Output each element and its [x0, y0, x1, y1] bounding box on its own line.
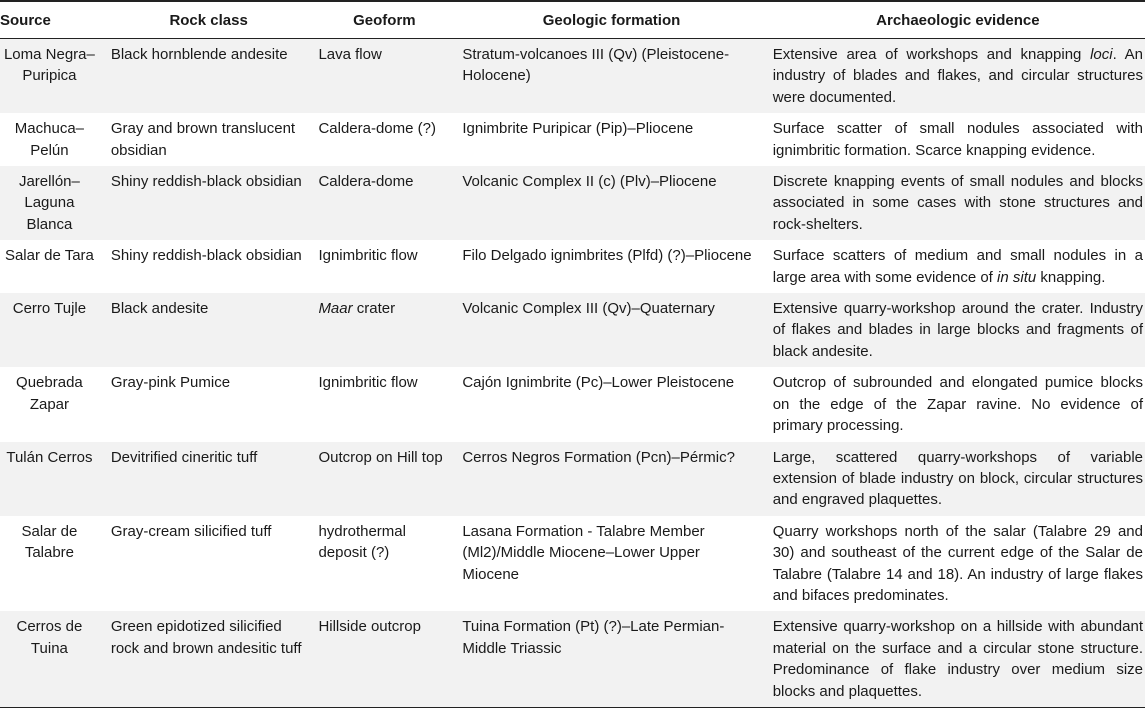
cell-geoform	[312, 240, 456, 293]
geoform-text: hydrothermal deposit (?)	[318, 522, 406, 562]
evidence-text: Surface scatter of small nodules associated with ignimbritic formation. Scarce knapping evidence.	[772, 120, 1143, 159]
cell-source: Salar de Talabre	[0, 516, 105, 612]
cell-archaeologic-evidence	[767, 611, 1145, 707]
cell-source: Cerro Tujle	[0, 293, 105, 367]
geoform-text: Caldera-dome (?)	[318, 120, 436, 138]
table-row	[0, 516, 1145, 612]
evidence-text: Outcrop of subrounded and elongated pumice blocks on the edge of the Zapar ravine. No evidence of primary processing.	[772, 374, 1143, 435]
table-row	[0, 166, 1145, 240]
geoform-text: Lava flow	[318, 46, 382, 63]
evidence-text-end: . An industry of blades and flakes, and circular structures were documented.	[772, 46, 1143, 106]
cell-archaeologic-evidence	[767, 166, 1145, 240]
geoform-italic: Maar	[318, 300, 353, 318]
cell-geoform	[312, 293, 456, 367]
geoform-text: crater	[352, 300, 396, 318]
cell-geoform	[312, 166, 456, 240]
cell-geologic-formation: Cerros Negros Formation (Pcn)–Pérmic?	[456, 442, 766, 516]
cell-rock-class: Gray-pink Pumice	[105, 367, 313, 441]
table-row	[0, 39, 1145, 114]
cell-rock-class: Shiny reddish-black obsidian	[105, 166, 313, 240]
cell-archaeologic-evidence	[767, 516, 1145, 612]
header-source: Source	[0, 1, 105, 39]
cell-source: Cerros de Tuina	[0, 611, 105, 707]
table-row	[0, 442, 1145, 516]
cell-rock-class: Shiny reddish-black obsidian	[105, 240, 313, 293]
cell-rock-class: Black andesite	[105, 293, 313, 367]
geoform-text: Hillside outcrop	[318, 618, 421, 636]
header-geologic-formation: Geologic formation	[456, 1, 766, 39]
evidence-text: Discrete knapping events of small nodules and blocks associated in some cases with stone structures and rock-shelters.	[772, 173, 1143, 233]
evidence-text-end: knapping.	[1036, 268, 1106, 286]
cell-rock-class: Gray and brown translucent obsidian	[105, 113, 313, 166]
cell-archaeologic-evidence	[767, 39, 1145, 114]
cell-archaeologic-evidence	[767, 240, 1145, 293]
evidence-text: Extensive quarry-workshop on a hillside with abundant material on the surface and a circular stone structure. Predominance of flake industry over medium size blocks and plaquettes.	[772, 618, 1143, 700]
table-row	[0, 113, 1145, 166]
evidence-text: Surface scatters of medium and small nodules in a large area with some evidence of	[772, 247, 1143, 286]
cell-geoform	[312, 611, 456, 707]
cell-source: Quebrada Zapar	[0, 367, 105, 441]
cell-source: Salar de Tara	[0, 240, 105, 293]
cell-archaeologic-evidence	[767, 442, 1145, 516]
header-rock-class: Rock class	[105, 1, 313, 39]
table-body	[0, 39, 1145, 708]
cell-geoform	[312, 442, 456, 516]
cell-rock-class: Black hornblende andesite	[105, 39, 313, 114]
cell-archaeologic-evidence	[767, 293, 1145, 367]
cell-source: Jarellón–Laguna Blanca	[0, 166, 105, 240]
cell-geoform	[312, 516, 456, 612]
cell-geoform	[312, 367, 456, 441]
table-row	[0, 293, 1145, 367]
header-archaeologic-evidence: Archaeologic evidence	[767, 1, 1145, 39]
cell-geoform	[312, 39, 456, 114]
evidence-text: Extensive area of workshops and knapping	[772, 46, 1091, 63]
table-row	[0, 240, 1145, 293]
cell-rock-class: Devitrified cineritic tuff	[105, 442, 313, 516]
table-row	[0, 367, 1145, 441]
cell-source: Machuca–Pelún	[0, 113, 105, 166]
cell-source: Loma Negra–Puripica	[0, 39, 105, 114]
cell-geoform	[312, 113, 456, 166]
evidence-text: Large, scattered quarry-workshops of variable extension of blade industry on block, circular structures and engraved plaquettes.	[772, 448, 1143, 509]
cell-rock-class: Green epidotized silicified rock and brown andesitic tuff	[105, 611, 313, 707]
geoform-text: Ignimbritic flow	[318, 247, 418, 265]
cell-geologic-formation: Volcanic Complex III (Qv)–Quaternary	[456, 293, 766, 367]
cell-geologic-formation: Stratum-volcanoes III (Qv) (Pleistocene-Holocene)	[456, 39, 766, 114]
table-header	[0, 1, 1145, 39]
cell-geologic-formation: Volcanic Complex II (c) (Plv)–Pliocene	[456, 166, 766, 240]
table-row	[0, 611, 1145, 707]
cell-archaeologic-evidence	[767, 113, 1145, 166]
cell-geologic-formation: Tuina Formation (Pt) (?)–Late Permian-Middle Triassic	[456, 611, 766, 707]
cell-rock-class: Gray-cream silicified tuff	[105, 516, 313, 612]
cell-archaeologic-evidence	[767, 367, 1145, 441]
geoform-text: Ignimbritic flow	[318, 374, 418, 392]
cell-geologic-formation: Filo Delgado ignimbrites (Plfd) (?)–Pliocene	[456, 240, 766, 293]
evidence-italic: in situ	[997, 268, 1037, 286]
cell-source: Tulán Cerros	[0, 442, 105, 516]
geoform-text: Caldera-dome	[318, 173, 414, 191]
header-geoform: Geoform	[312, 1, 456, 39]
cell-geologic-formation: Lasana Formation - Talabre Member (Ml2)/Middle Miocene–Lower Upper Miocene	[456, 516, 766, 612]
cell-geologic-formation: Cajón Ignimbrite (Pc)–Lower Pleistocene	[456, 367, 766, 441]
evidence-text: Extensive quarry-workshop around the crater. Industry of flakes and blades in large blocks and fragments of black andesite.	[772, 300, 1143, 360]
geoform-text: Outcrop on Hill top	[318, 448, 443, 466]
cell-geologic-formation: Ignimbrite Puripicar (Pip)–Pliocene	[456, 113, 766, 166]
evidence-text: Quarry workshops north of the salar (Talabre 29 and 30) and southeast of the current edge of the Salar de Talabre (Talabre 14 and 18). An industry of large flakes and bifaces predominates.	[772, 522, 1143, 604]
evidence-italic: loci	[1090, 46, 1113, 63]
